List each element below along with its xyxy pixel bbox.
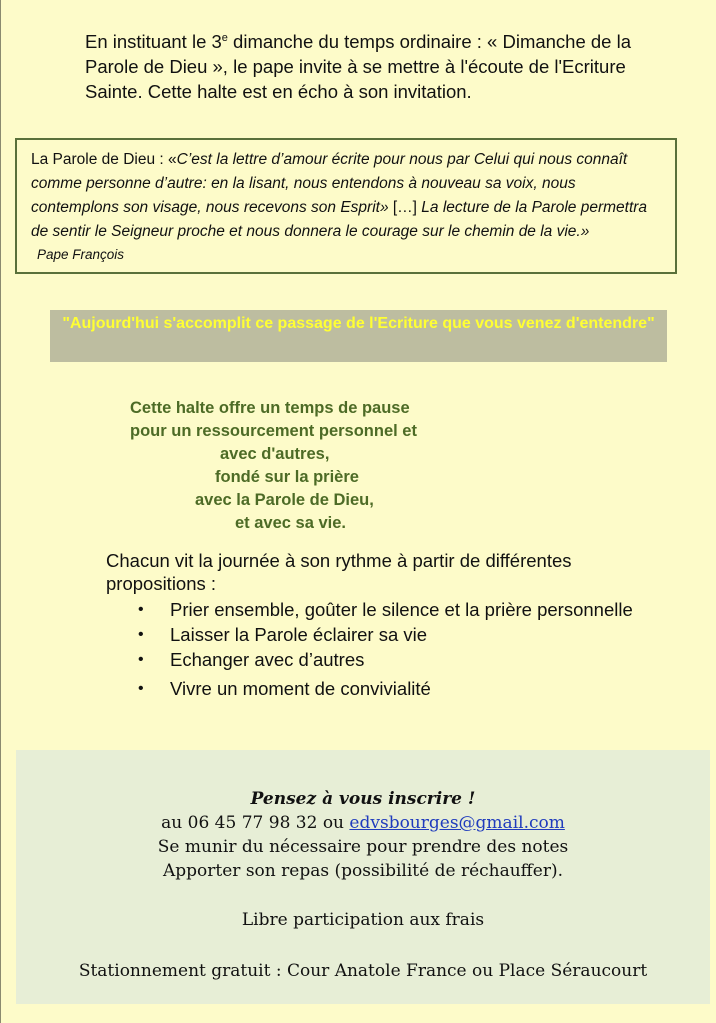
bullet-icon: • — [138, 626, 144, 643]
propositions-intro: Chacun vit la journée à son rythme à partir de différentes propositions : — [106, 550, 572, 594]
registration-info-box — [16, 750, 710, 1004]
quote-text — [31, 148, 663, 244]
email-link[interactable]: edvsbourges@gmail.com — [349, 813, 565, 833]
halte-line: pour un ressourcement personnel et — [130, 422, 417, 440]
intro-text-rest: dimanche du temps ordinaire : « Dimanche de la Parole de Dieu », le pape invite à se mettre à l'écoute de l'Ecriture Sainte. Cette halte est en écho à son invitation. — [85, 31, 632, 102]
intro-paragraph — [85, 29, 685, 104]
page-left-border — [0, 0, 1, 1023]
list-item — [130, 647, 690, 672]
intro-ordinal-suffix: e — [221, 32, 228, 44]
bullet-icon: • — [138, 601, 144, 618]
halte-description — [120, 397, 480, 535]
quote-first-part: C’est la lettre d’amour écrite pour nous par Celui qui nous connaît comme personne d’autre: en la lisant, nous entendons à nouveau sa voix, nous contemplons son visage, nous recevons son Esprit» — [31, 151, 628, 216]
list-item-text: Prier ensemble, goûter le silence et la prière personnelle — [170, 599, 633, 620]
bullet-icon: • — [138, 680, 144, 697]
bullet-icon: • — [138, 651, 144, 668]
pope-quote-box — [15, 138, 677, 274]
scripture-banner: "Aujourd'hui s'accomplit ce passage de l'Ecriture que vous venez d'entendre" — [50, 310, 667, 362]
halte-line: Cette halte offre un temps de pause — [130, 399, 410, 417]
quote-second-part: La lecture de la Parole permettra de sentir le Seigneur proche et nous donnera le courage sur le chemin de la vie.» — [31, 199, 648, 240]
phone-text: au 06 45 77 98 32 ou — [161, 813, 350, 833]
registration-call: Pensez à vous inscrire ! — [250, 789, 476, 809]
list-item-text: Laisser la Parole éclairer sa vie — [170, 624, 428, 645]
list-item — [130, 597, 690, 622]
halte-line: fondé sur la prière — [215, 468, 359, 486]
quote-author: Pape François — [37, 247, 125, 262]
list-item — [130, 622, 690, 647]
halte-line: et avec sa vie. — [235, 514, 347, 532]
quote-lead: La Parole de Dieu : « — [31, 151, 177, 168]
parking-line: Stationnement gratuit : Cour Anatole France ou Place Séraucourt — [78, 961, 648, 981]
halte-line: avec d'autres, — [220, 445, 330, 463]
list-item-text: Echanger avec d’autres — [170, 649, 365, 670]
notes-line: Se munir du nécessaire pour prendre des notes — [157, 837, 569, 857]
meal-line: Apporter son repas (possibilité de réchauffer). — [163, 861, 563, 881]
contact-line — [16, 811, 710, 835]
intro-text-start: En instituant le 3 — [85, 31, 222, 52]
list-item-text: Vivre un moment de convivialité — [170, 678, 431, 699]
propositions-list — [130, 597, 690, 701]
halte-line: avec la Parole de Dieu, — [195, 491, 374, 509]
quote-ellipsis: […] — [388, 199, 422, 216]
list-item — [130, 676, 690, 701]
fees-line: Libre participation aux frais — [241, 910, 485, 930]
